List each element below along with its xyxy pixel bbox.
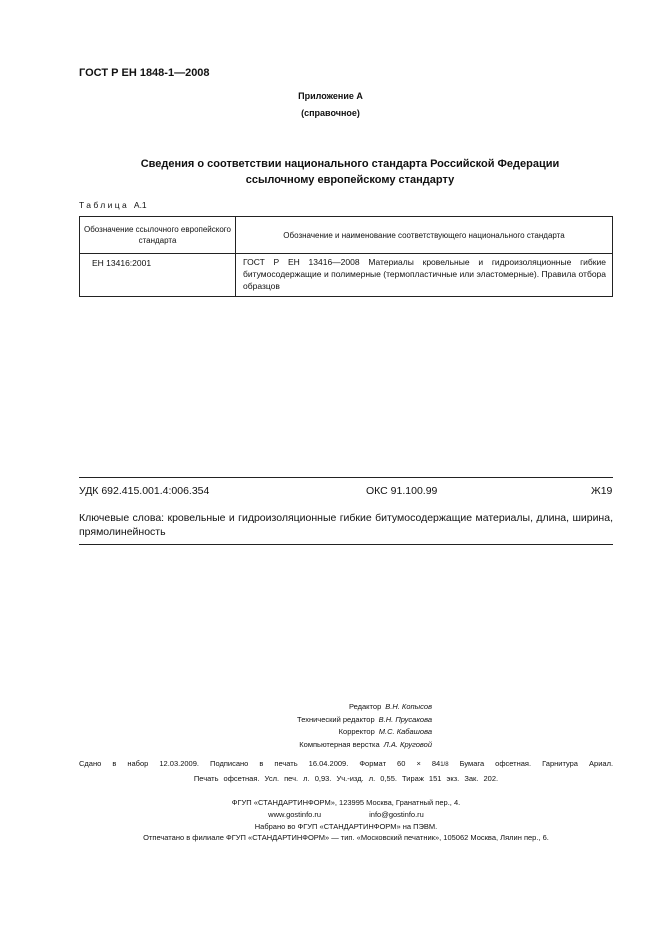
imprint-format: Формат 60 × 841/8 [359, 759, 449, 768]
publisher-site: www.gostinfo.ru [268, 809, 322, 819]
annex-heading-line-2: ссылочному европейскому стандарту [245, 174, 455, 186]
table-row [80, 254, 613, 297]
table-label-word: Таблица [79, 200, 130, 210]
col2-header: Обозначение и наименование соответствующего национального стандарта [236, 217, 613, 254]
col1-header: Обозначение ссылочного европейского стандарта [80, 217, 236, 254]
publisher-block [79, 797, 613, 844]
imprint-line-2: Печать офсетная. Усл. печ. л. 0,93. Уч.-изд. л. 0,55. Тираж 151 экз. Зак. 202. [193, 774, 499, 783]
group-code: Ж19 [591, 485, 613, 497]
credit-editor [200, 701, 432, 714]
national-standard-cell: ГОСТ Р ЕН 13416—2008 Материалы кровельные и гидроизоляционные гибкие битумосодержащие и полимерные (термопластичные или эластомерные). Правила отбора образцов [236, 254, 613, 297]
publisher-address: ФГУП «СТАНДАРТИНФОРМ», 123995 Москва, Гранатный пер., 4. [231, 798, 461, 807]
publisher-contacts [79, 809, 613, 821]
credit-name: В.Н. Копысов [385, 702, 432, 711]
keywords: Ключевые слова: кровельные и гидроизоляционные гибкие битумосодержащие материалы, длина, ширина, прямолинейность [79, 512, 613, 538]
credits-block [200, 701, 432, 751]
divider-top [79, 477, 613, 478]
divider-bottom [79, 544, 613, 545]
credit-proofreader [200, 726, 432, 739]
table-label [79, 200, 147, 210]
publisher-typeset: Набрано во ФГУП «СТАНДАРТИНФОРМ» на ПЭВМ. [254, 821, 438, 831]
imprint-line-1 [79, 759, 613, 768]
imprint-sign-date: Подписано в печать 16.04.2009. [210, 759, 349, 768]
oks-code: ОКС 91.100.99 [366, 485, 438, 497]
standard-code: ГОСТ Р ЕН 1848-1—2008 [79, 67, 210, 79]
annex-heading-line-1: Сведения о соответствии национального стандарта Российской Федерации [140, 158, 560, 170]
credit-name: М.С. Кабашова [378, 727, 432, 736]
publisher-printed: Отпечатано в филиале ФГУП «СТАНДАРТИНФОРМ» — тип. «Московский печатник», 105062 Москва, Лялин пер., 6. [143, 833, 549, 843]
annex-heading [90, 156, 610, 188]
table-label-number: А.1 [133, 200, 147, 210]
imprint-font: Гарнитура Ариал. [542, 759, 614, 768]
udc-code: УДК 692.415.001.4:006.354 [79, 485, 210, 497]
imprint-typeset-date: Сдано в набор 12.03.2009. [79, 759, 199, 768]
imprint-format-fraction: 1/8 [440, 762, 449, 768]
credit-name: В.Н. Прусакова [378, 714, 432, 724]
credit-tech-editor [200, 714, 432, 727]
credit-layout [200, 739, 432, 752]
correspondence-table [79, 216, 613, 297]
credit-role: Корректор [338, 727, 375, 736]
table-header-row [80, 217, 613, 254]
credit-role: Компьютерная верстка [299, 739, 380, 749]
credit-role: Технический редактор [297, 714, 375, 724]
credit-role: Редактор [348, 702, 382, 711]
reference-standard-cell: ЕН 13416:2001 [80, 254, 236, 297]
imprint-paper: Бумага офсетная. [459, 759, 532, 768]
publisher-email: info@gostinfo.ru [369, 809, 424, 819]
credit-name: Л.А. Круговой [383, 739, 432, 749]
annex-title: Приложение А [298, 91, 363, 101]
annex-note: (справочное) [301, 108, 360, 118]
